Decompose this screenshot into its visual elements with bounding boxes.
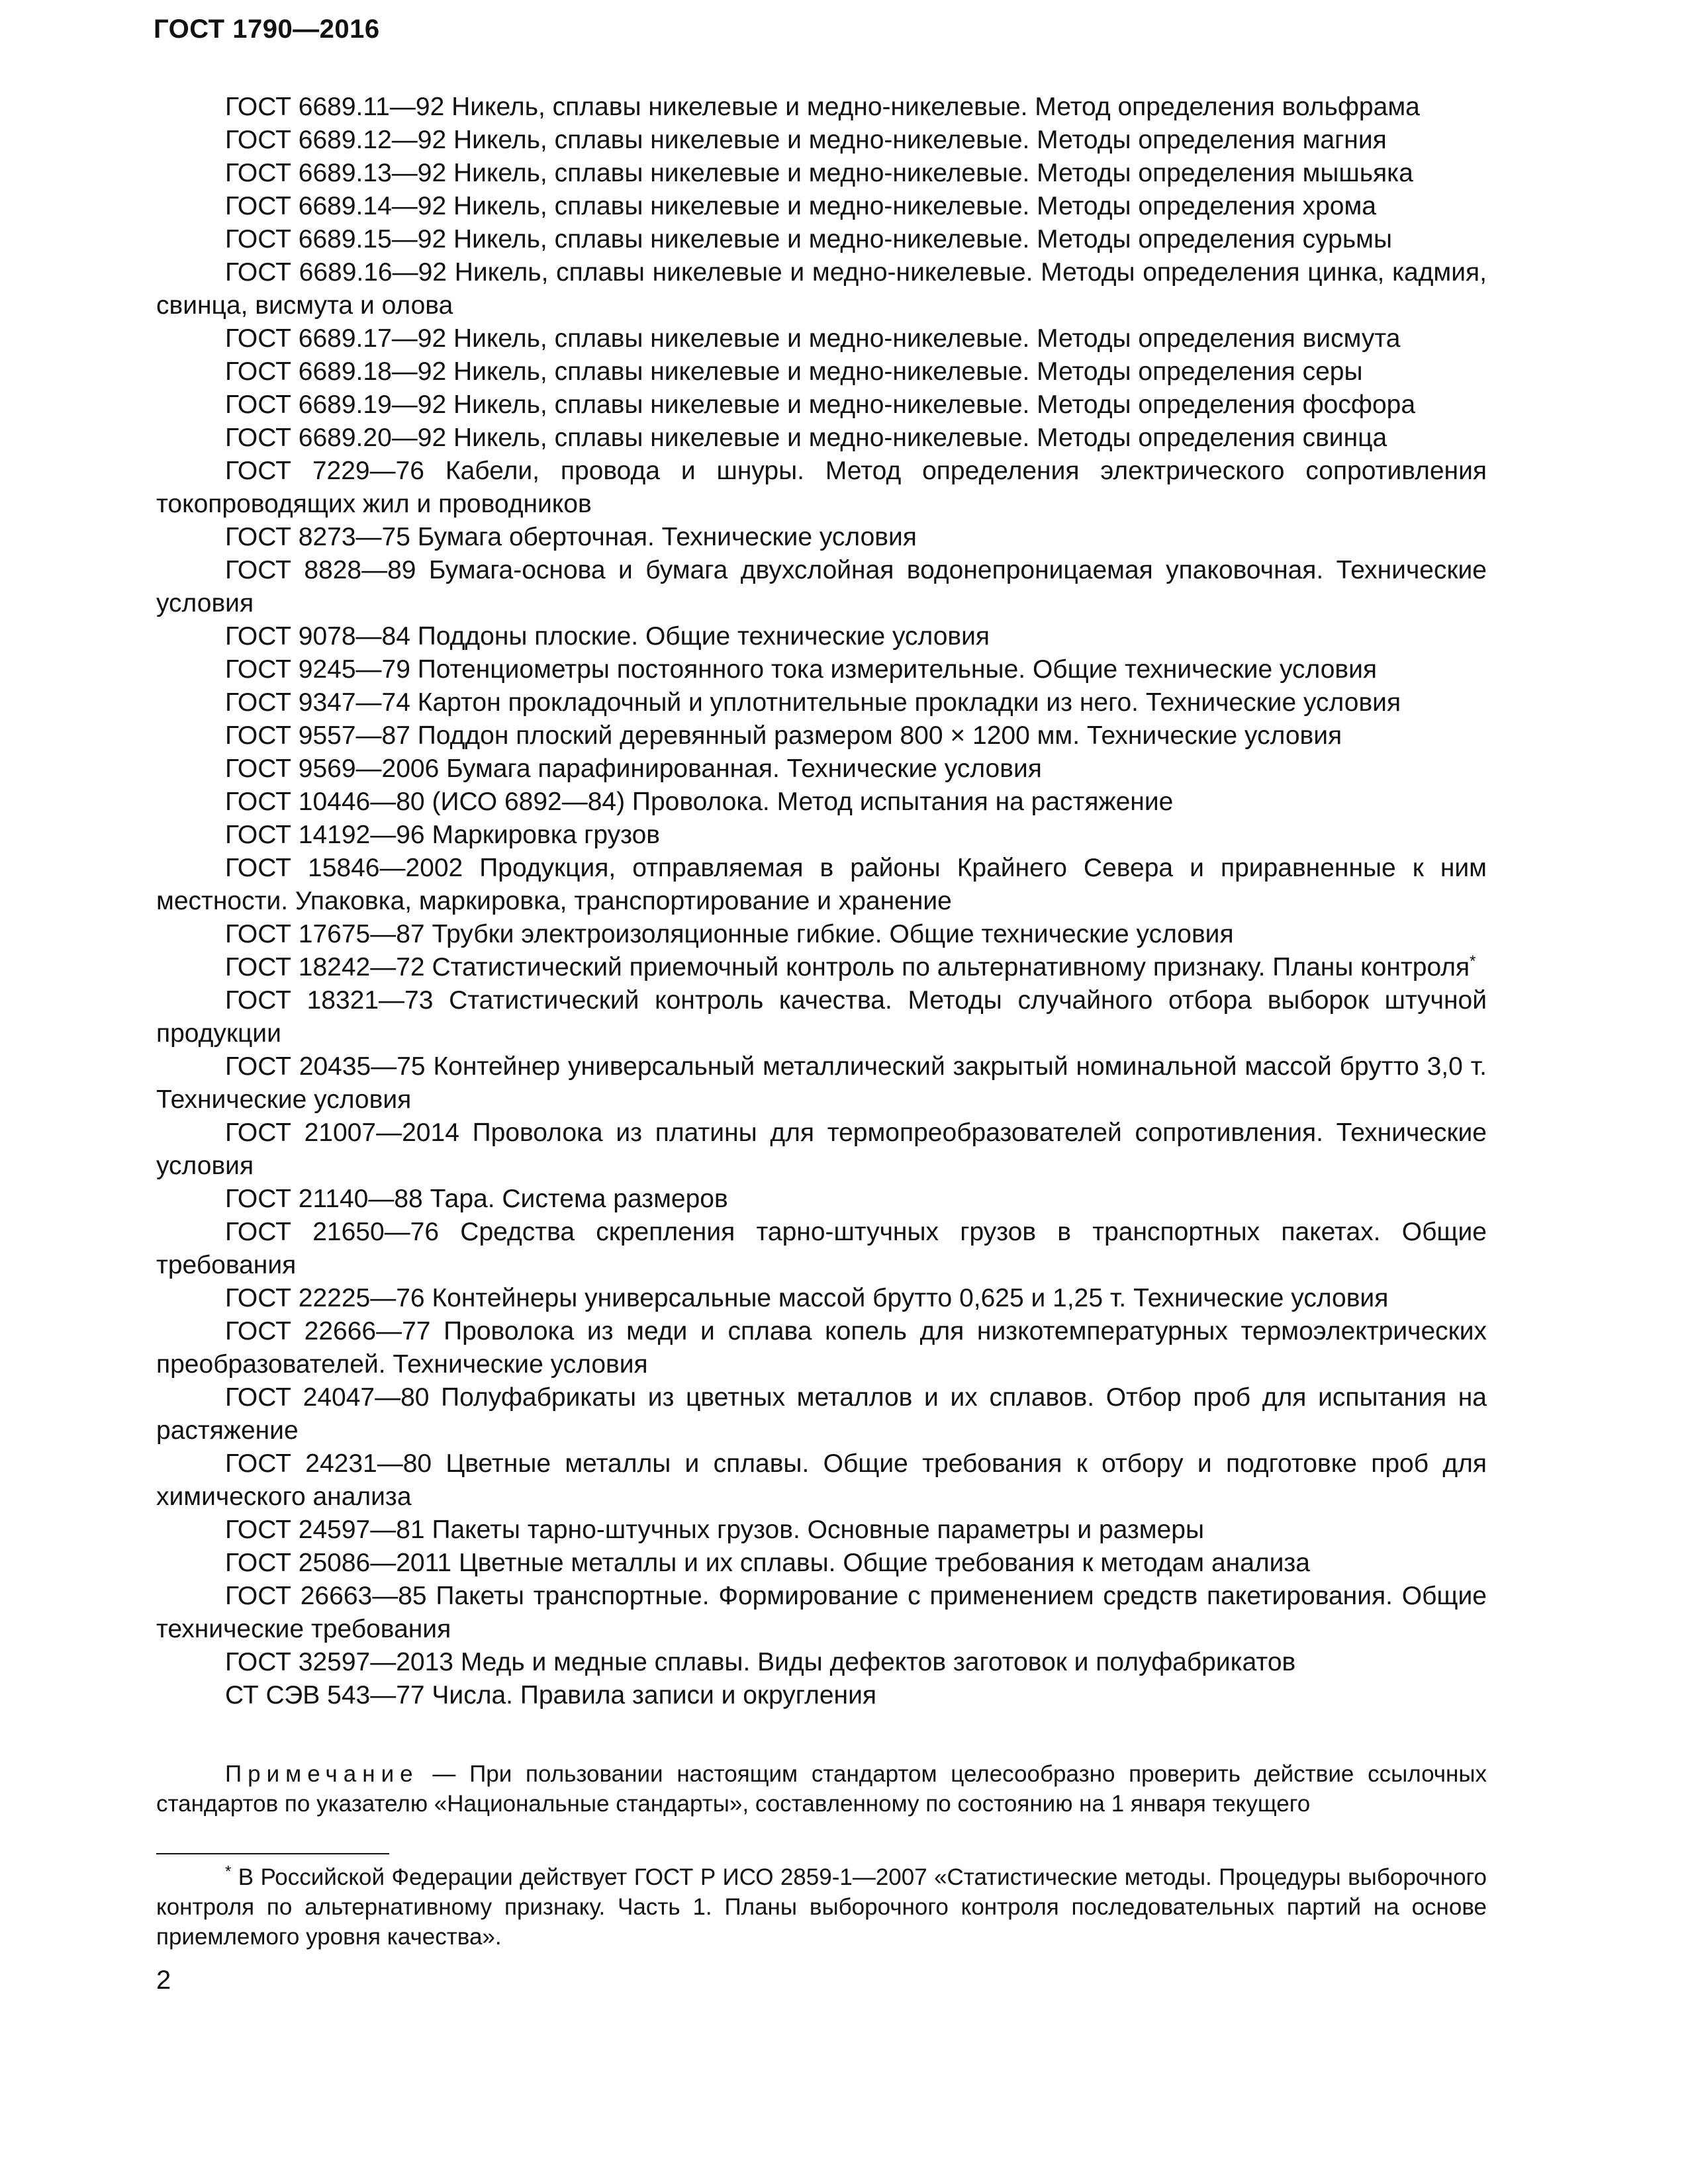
reference-item: СТ СЭВ 543—77 Числа. Правила записи и округления [225, 1681, 876, 1709]
reference-item: ГОСТ 25086—2011 Цветные металлы и их сплавы. Общие требования к методам анализа [225, 1549, 1310, 1577]
reference-item: ГОСТ 9569—2006 Бумага парафинированная. Технические условия [225, 754, 1042, 783]
reference-item: ГОСТ 24597—81 Пакеты тарно-штучных грузов. Основные параметры и размеры [225, 1516, 1204, 1544]
reference-item-footnoted [156, 951, 1487, 984]
reference-item: ГОСТ 6689.12—92 Никель, сплавы никелевые и медно-никелевые. Методы определения магния [225, 126, 1387, 154]
reference-item: ГОСТ 15846—2002 Продукция, отправляемая в районы Крайнего Севера и приравненные к ним местности. Упаковка, маркировка, транспортирование и хранение [156, 854, 1487, 915]
reference-item: ГОСТ 10446—80 (ИСО 6892—84) Проволока. Метод испытания на растяжение [225, 788, 1174, 816]
reference-item: ГОСТ 6689.17—92 Никель, сплавы никелевые и медно-никелевые. Методы определения висмута [225, 324, 1401, 353]
footnote-text: В Российской Федерации действует ГОСТ Р ИСО 2859-1—2007 «Статистические методы. Процедуры выборочного контроля по альтернативному признаку. Часть 1. Планы выборочного контроля последовательных партий на основе приемлемого уровня качества». [156, 1864, 1487, 1950]
reference-item: ГОСТ 9557—87 Поддон плоский деревянный размером 800 × 1200 мм. Технические условия [225, 721, 1342, 750]
note-paragraph [156, 1759, 1487, 1819]
reference-item: ГОСТ 22666—77 Проволока из меди и сплава копель для низкотемпературных термоэлектрических преобразователей. Технические условия [156, 1317, 1487, 1379]
reference-item: ГОСТ 9347—74 Картон прокладочный и уплотнительные прокладки из него. Технические условия [225, 688, 1401, 717]
reference-item: ГОСТ 6689.19—92 Никель, сплавы никелевые и медно-никелевые. Методы определения фосфора [225, 390, 1416, 419]
reference-list [156, 91, 1487, 1712]
reference-item: ГОСТ 7229—76 Кабели, провода и шнуры. Метод определения электрического сопротивления токопроводящих жил и проводников [156, 457, 1487, 518]
note-label: Примечание [225, 1761, 419, 1787]
reference-item: ГОСТ 32597—2013 Медь и медные сплавы. Виды дефектов заготовок и полуфабрикатов [225, 1648, 1296, 1676]
reference-item: ГОСТ 6689.15—92 Никель, сплавы никелевые и медно-никелевые. Методы определения сурьмы [225, 225, 1392, 253]
reference-item: ГОСТ 6689.16—92 Никель, сплавы никелевые и медно-никелевые. Методы определения цинка, кадмия, свинца, висмута и олова [156, 258, 1487, 320]
footnote-marker: * [225, 1862, 232, 1881]
reference-item: ГОСТ 20435—75 Контейнер универсальный металлический закрытый номинальной массой брутто 3,0 т. Технические условия [156, 1052, 1487, 1114]
footnote-divider [156, 1853, 389, 1854]
reference-item: ГОСТ 8828—89 Бумага-основа и бумага двухслойная водонепроницаемая упаковочная. Технические условия [156, 556, 1487, 617]
reference-item: ГОСТ 22225—76 Контейнеры универсальные массой брутто 0,625 и 1,25 т. Технические условия [225, 1284, 1389, 1312]
reference-item: ГОСТ 24231—80 Цветные металлы и сплавы. Общие требования к отбору и подготовке проб для химического анализа [156, 1449, 1487, 1511]
reference-item: ГОСТ 21007—2014 Проволока из платины для термопреобразователей сопротивления. Технические условия [156, 1118, 1487, 1180]
reference-item: ГОСТ 17675—87 Трубки электроизоляционные гибкие. Общие технические условия [225, 920, 1234, 948]
reference-item: ГОСТ 21140—88 Тара. Система размеров [225, 1185, 728, 1213]
reference-item: ГОСТ 14192—96 Маркировка грузов [225, 821, 660, 849]
document-header: ГОСТ 1790—2016 [154, 15, 380, 44]
reference-item: ГОСТ 24047—80 Полуфабрикаты из цветных металлов и их сплавов. Отбор проб для испытания на растяжение [156, 1383, 1487, 1445]
reference-item: ГОСТ 6689.13—92 Никель, сплавы никелевые и медно-никелевые. Методы определения мышьяка [225, 159, 1413, 187]
reference-item: ГОСТ 6689.20—92 Никель, сплавы никелевые и медно-никелевые. Методы определения свинца [225, 424, 1387, 452]
reference-item: ГОСТ 18321—73 Статистический контроль качества. Методы случайного отбора выборок штучной продукции [156, 986, 1487, 1048]
reference-item: ГОСТ 8273—75 Бумага оберточная. Технические условия [225, 523, 917, 551]
note-text: — При пользовании настоящим стандартом целесообразно проверить действие ссылочных стандартов по указателю «Национальные стандарты», составленному по состоянию на 1 января текущего [156, 1761, 1487, 1817]
reference-item: ГОСТ 6689.14—92 Никель, сплавы никелевые и медно-никелевые. Методы определения хрома [225, 192, 1376, 220]
reference-item: ГОСТ 6689.18—92 Никель, сплавы никелевые и медно-никелевые. Методы определения серы [225, 357, 1363, 386]
reference-text: ГОСТ 18242—72 Статистический приемочный контроль по альтернативному признаку. Планы контроля [225, 953, 1470, 981]
reference-item: ГОСТ 6689.11—92 Никель, сплавы никелевые и медно-никелевые. Метод определения вольфрама [225, 93, 1420, 121]
footnote [156, 1862, 1487, 1952]
reference-item: ГОСТ 9078—84 Поддоны плоские. Общие технические условия [225, 622, 990, 651]
page-number: 2 [156, 1966, 171, 1995]
reference-item: ГОСТ 21650—76 Средства скрепления тарно-штучных грузов в транспортных пакетах. Общие требования [156, 1218, 1487, 1279]
reference-item: ГОСТ 9245—79 Потенциометры постоянного тока измерительные. Общие технические условия [225, 655, 1378, 684]
footnote-reference-marker[interactable]: * [1470, 952, 1476, 970]
reference-item: ГОСТ 26663—85 Пакеты транспортные. Формирование с применением средств пакетирования. Общие технические требования [156, 1582, 1487, 1643]
